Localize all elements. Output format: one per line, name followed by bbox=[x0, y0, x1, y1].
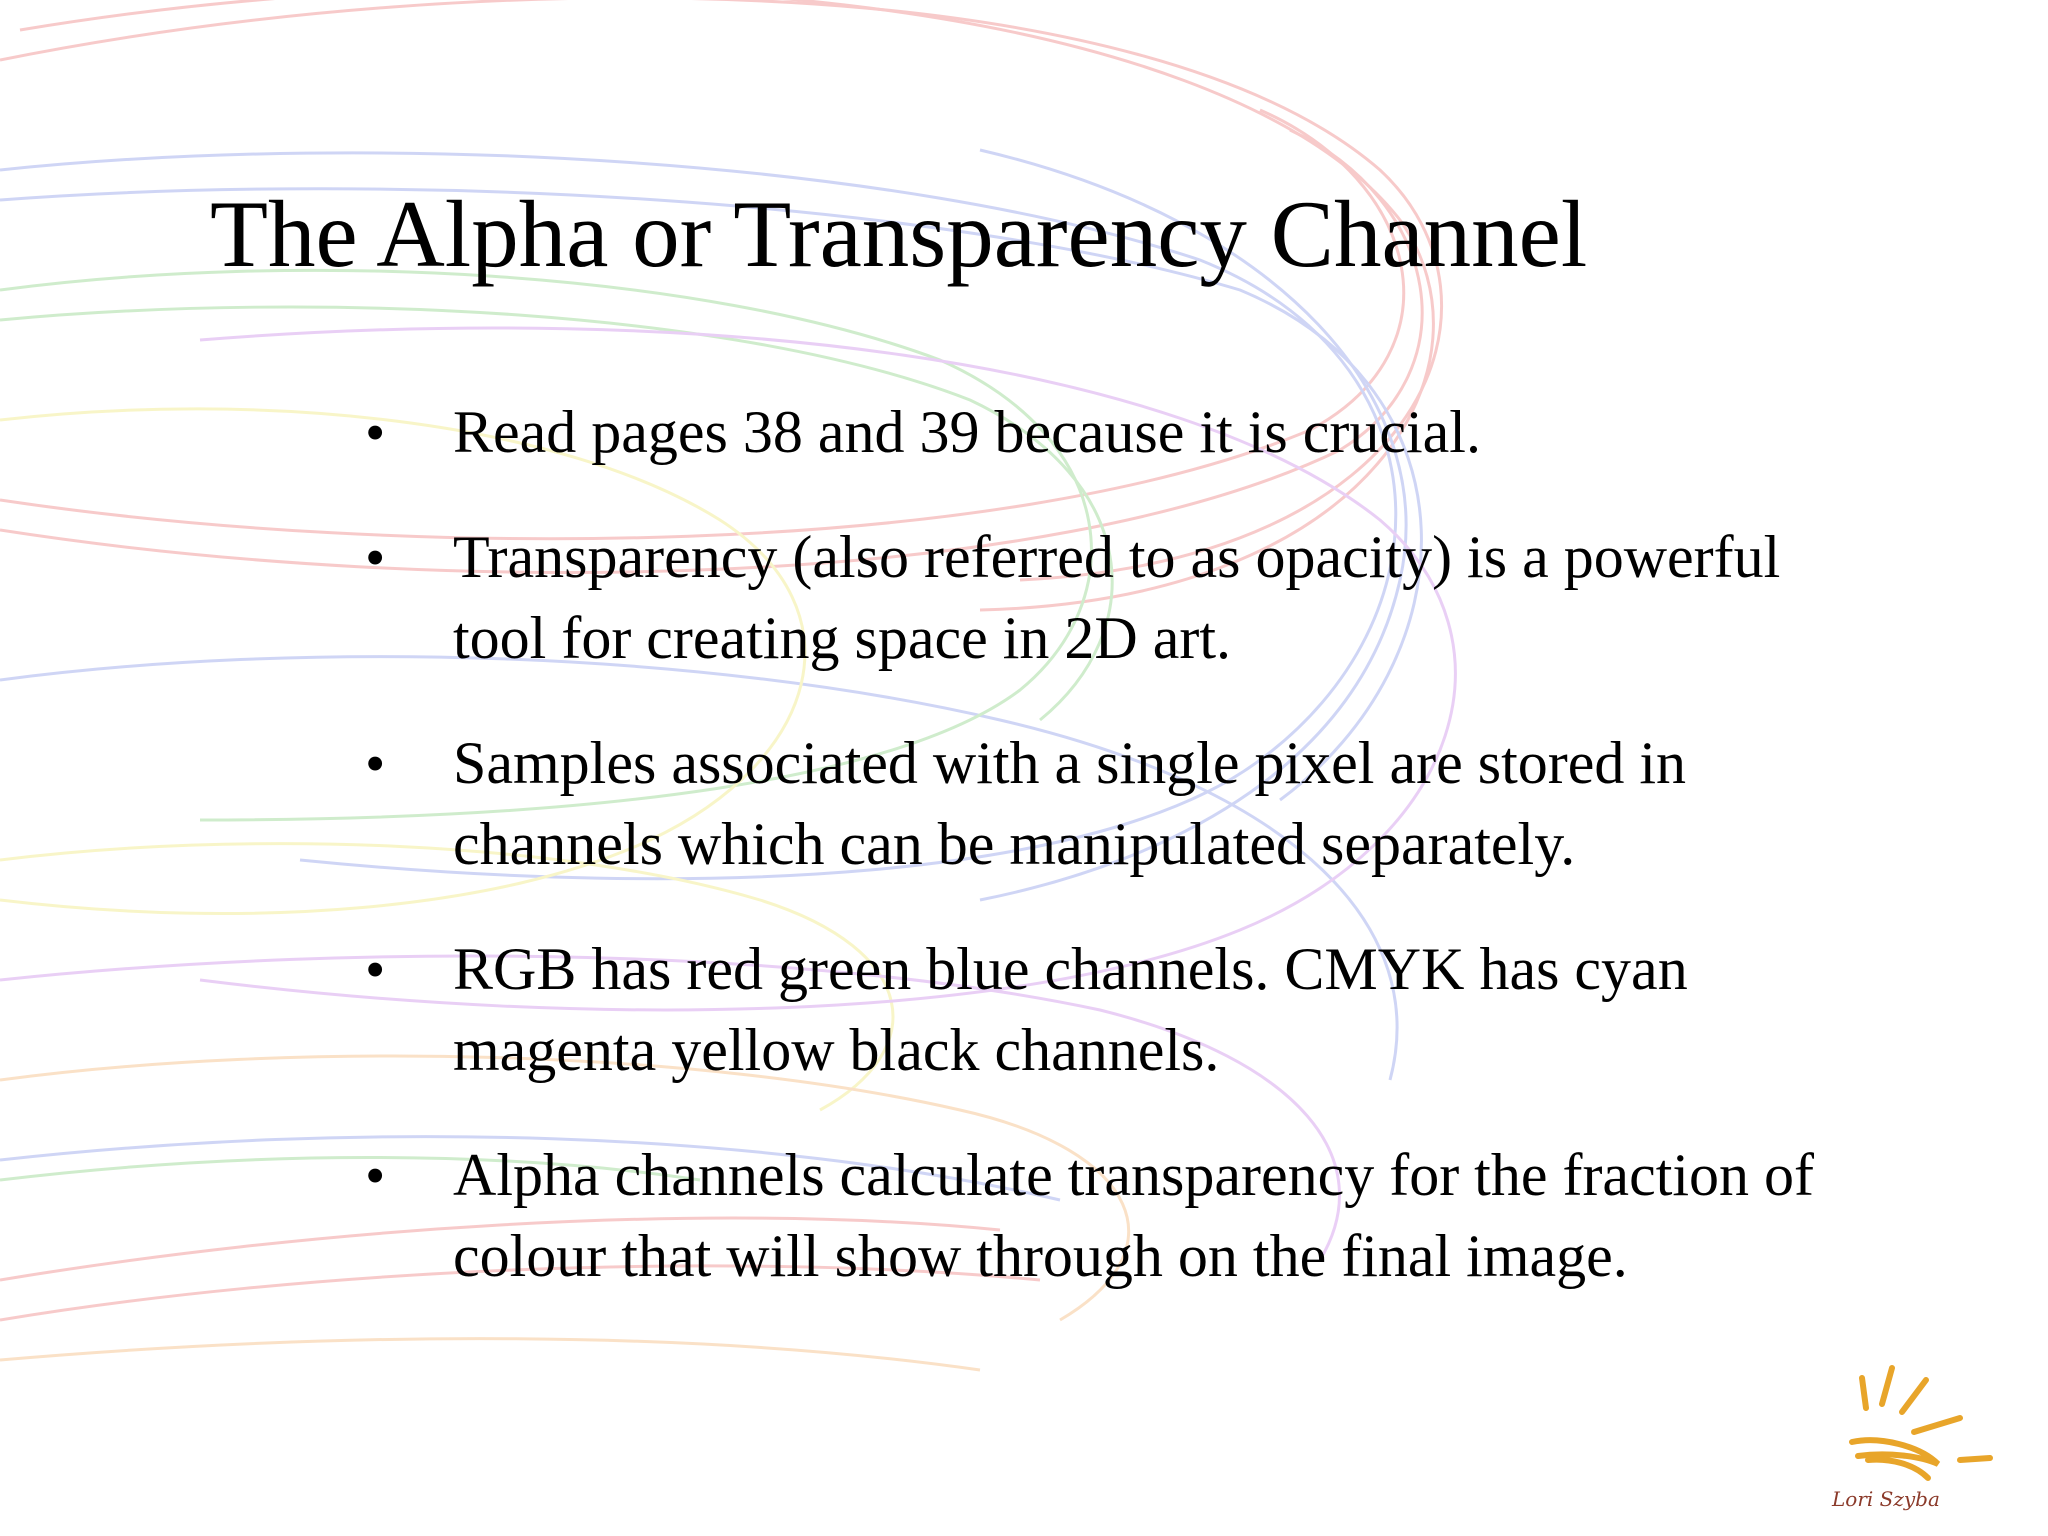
bullet-marker: • bbox=[365, 525, 386, 590]
bullet-text: Samples associated with a single pixel are stored in channels which can be manipulated separately. bbox=[453, 730, 1687, 877]
bullet-marker: • bbox=[365, 1143, 386, 1208]
sun-logo-icon bbox=[1810, 1360, 2000, 1520]
bullet-item bbox=[365, 517, 1885, 679]
bullet-item bbox=[365, 929, 1885, 1091]
bullet-text: Alpha channels calculate transparency for the fraction of colour that will show through on the final image. bbox=[453, 1142, 1815, 1289]
bullet-marker: • bbox=[365, 400, 386, 465]
bullet-item bbox=[365, 723, 1885, 885]
bullet-list bbox=[365, 392, 1885, 1341]
bullet-item bbox=[365, 1135, 1885, 1297]
bullet-marker: • bbox=[365, 937, 386, 1002]
bullet-marker: • bbox=[365, 731, 386, 796]
svg-text:Lori Szyba: Lori Szyba bbox=[1832, 1487, 1940, 1511]
bullet-text: Transparency (also referred to as opacity) is a powerful tool for creating space in 2D art. bbox=[453, 524, 1781, 671]
bullet-item bbox=[365, 392, 1885, 473]
bullet-text: Read pages 38 and 39 because it is crucial. bbox=[453, 399, 1481, 465]
bullet-text: RGB has red green blue channels. CMYK has cyan magenta yellow black channels. bbox=[453, 936, 1688, 1083]
slide-title: The Alpha or Transparency Channel bbox=[210, 181, 1588, 287]
